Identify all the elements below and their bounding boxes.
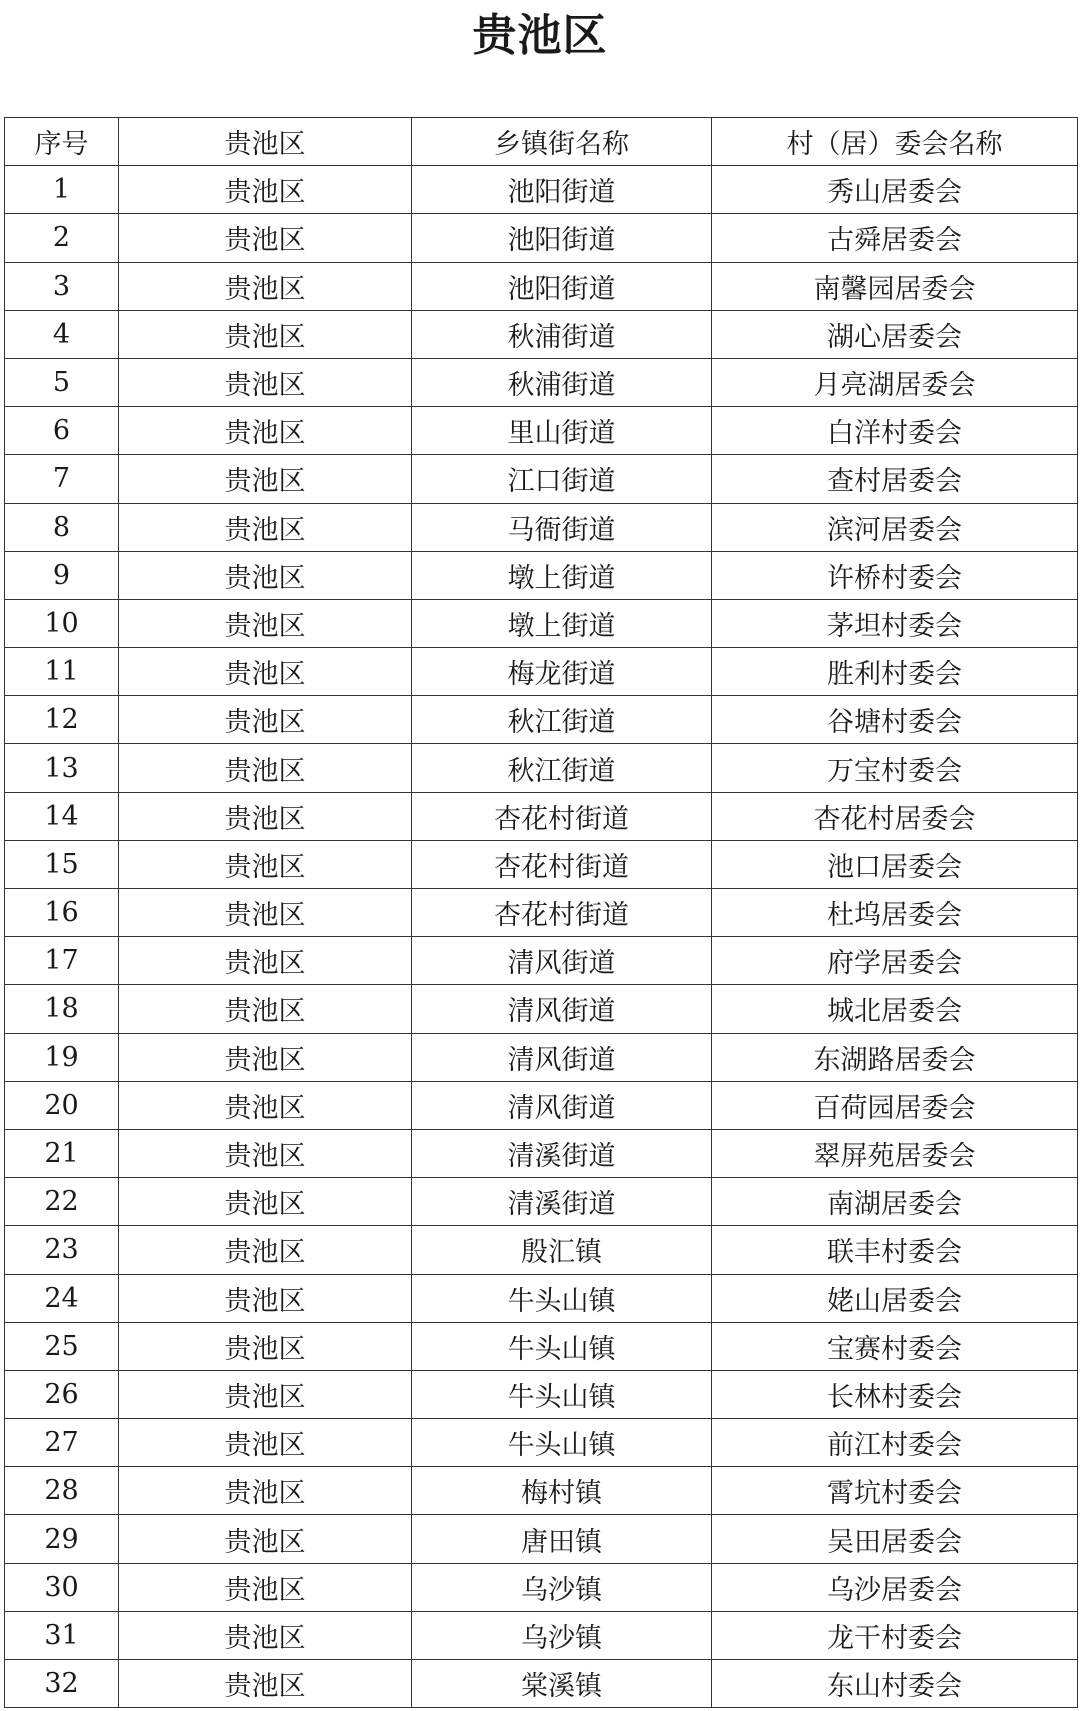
cell-committee: 百荷园居委会 xyxy=(712,1081,1078,1129)
cell-index: 16 xyxy=(5,889,119,937)
cell-committee: 南湖居委会 xyxy=(712,1178,1078,1226)
table-row xyxy=(5,889,1078,937)
cell-committee: 翠屏苑居委会 xyxy=(712,1129,1078,1177)
cell-committee: 胜利村委会 xyxy=(712,648,1078,696)
table-row xyxy=(5,985,1078,1033)
cell-district: 贵池区 xyxy=(119,1563,412,1611)
cell-index: 19 xyxy=(5,1033,119,1081)
table-row xyxy=(5,503,1078,551)
table-row xyxy=(5,551,1078,599)
cell-index: 4 xyxy=(5,310,119,358)
cell-district: 贵池区 xyxy=(119,1178,412,1226)
cell-committee: 湖心居委会 xyxy=(712,310,1078,358)
cell-index: 18 xyxy=(5,985,119,1033)
cell-township: 清风街道 xyxy=(412,985,712,1033)
table-row xyxy=(5,1033,1078,1081)
cell-committee: 龙干村委会 xyxy=(712,1611,1078,1659)
table-row xyxy=(5,648,1078,696)
cell-committee: 霄坑村委会 xyxy=(712,1467,1078,1515)
cell-index: 28 xyxy=(5,1467,119,1515)
table-row xyxy=(5,792,1078,840)
cell-index: 8 xyxy=(5,503,119,551)
cell-township: 唐田镇 xyxy=(412,1515,712,1563)
cell-committee: 查村居委会 xyxy=(712,455,1078,503)
cell-district: 贵池区 xyxy=(119,214,412,262)
cell-district: 贵池区 xyxy=(119,985,412,1033)
cell-index: 15 xyxy=(5,840,119,888)
header-district: 贵池区 xyxy=(119,118,412,166)
cell-district: 贵池区 xyxy=(119,1660,412,1708)
cell-index: 30 xyxy=(5,1563,119,1611)
header-committee: 村（居）委会名称 xyxy=(712,118,1078,166)
table-row xyxy=(5,937,1078,985)
cell-index: 32 xyxy=(5,1660,119,1708)
cell-committee: 城北居委会 xyxy=(712,985,1078,1033)
cell-township: 牛头山镇 xyxy=(412,1274,712,1322)
cell-index: 25 xyxy=(5,1322,119,1370)
cell-district: 贵池区 xyxy=(119,310,412,358)
cell-district: 贵池区 xyxy=(119,696,412,744)
cell-district: 贵池区 xyxy=(119,648,412,696)
cell-committee: 长林村委会 xyxy=(712,1370,1078,1418)
cell-committee: 谷塘村委会 xyxy=(712,696,1078,744)
cell-index: 26 xyxy=(5,1370,119,1418)
cell-township: 池阳街道 xyxy=(412,166,712,214)
table-row xyxy=(5,840,1078,888)
table-row xyxy=(5,1660,1078,1708)
table-row xyxy=(5,358,1078,406)
table-row xyxy=(5,310,1078,358)
cell-index: 1 xyxy=(5,166,119,214)
table-row xyxy=(5,1515,1078,1563)
table-row xyxy=(5,696,1078,744)
header-township: 乡镇街名称 xyxy=(412,118,712,166)
cell-district: 贵池区 xyxy=(119,166,412,214)
cell-township: 清风街道 xyxy=(412,937,712,985)
cell-index: 3 xyxy=(5,262,119,310)
cell-township: 梅村镇 xyxy=(412,1467,712,1515)
cell-index: 24 xyxy=(5,1274,119,1322)
table-body xyxy=(5,166,1078,1708)
cell-district: 贵池区 xyxy=(119,407,412,455)
cell-township: 江口街道 xyxy=(412,455,712,503)
cell-committee: 乌沙居委会 xyxy=(712,1563,1078,1611)
cell-township: 乌沙镇 xyxy=(412,1563,712,1611)
cell-district: 贵池区 xyxy=(119,262,412,310)
cell-committee: 宝赛村委会 xyxy=(712,1322,1078,1370)
cell-township: 墩上街道 xyxy=(412,551,712,599)
cell-township: 乌沙镇 xyxy=(412,1611,712,1659)
cell-township: 池阳街道 xyxy=(412,214,712,262)
cell-township: 里山街道 xyxy=(412,407,712,455)
cell-committee: 万宝村委会 xyxy=(712,744,1078,792)
cell-index: 11 xyxy=(5,648,119,696)
cell-township: 牛头山镇 xyxy=(412,1370,712,1418)
cell-district: 贵池区 xyxy=(119,937,412,985)
cell-township: 清溪街道 xyxy=(412,1178,712,1226)
cell-township: 秋浦街道 xyxy=(412,358,712,406)
cell-committee: 东山村委会 xyxy=(712,1660,1078,1708)
cell-township: 清风街道 xyxy=(412,1033,712,1081)
cell-township: 秋江街道 xyxy=(412,744,712,792)
table-row xyxy=(5,1419,1078,1467)
cell-committee: 杏花村居委会 xyxy=(712,792,1078,840)
cell-township: 池阳街道 xyxy=(412,262,712,310)
table-row xyxy=(5,1226,1078,1274)
cell-district: 贵池区 xyxy=(119,792,412,840)
table-row xyxy=(5,599,1078,647)
table-row xyxy=(5,1274,1078,1322)
cell-district: 贵池区 xyxy=(119,503,412,551)
cell-committee: 池口居委会 xyxy=(712,840,1078,888)
cell-index: 10 xyxy=(5,599,119,647)
cell-index: 7 xyxy=(5,455,119,503)
header-index: 序号 xyxy=(5,118,119,166)
cell-committee: 府学居委会 xyxy=(712,937,1078,985)
table-row xyxy=(5,1322,1078,1370)
cell-township: 杏花村街道 xyxy=(412,889,712,937)
table-row xyxy=(5,214,1078,262)
cell-district: 贵池区 xyxy=(119,1467,412,1515)
cell-index: 27 xyxy=(5,1419,119,1467)
cell-district: 贵池区 xyxy=(119,599,412,647)
cell-committee: 古舜居委会 xyxy=(712,214,1078,262)
cell-township: 马衙街道 xyxy=(412,503,712,551)
cell-district: 贵池区 xyxy=(119,358,412,406)
cell-township: 秋江街道 xyxy=(412,696,712,744)
cell-committee: 吴田居委会 xyxy=(712,1515,1078,1563)
cell-township: 清溪街道 xyxy=(412,1129,712,1177)
cell-index: 2 xyxy=(5,214,119,262)
community-table xyxy=(4,117,1078,1708)
cell-index: 22 xyxy=(5,1178,119,1226)
cell-district: 贵池区 xyxy=(119,1370,412,1418)
page-title: 贵池区 xyxy=(472,10,608,61)
cell-index: 23 xyxy=(5,1226,119,1274)
cell-committee: 东湖路居委会 xyxy=(712,1033,1078,1081)
table-row xyxy=(5,1611,1078,1659)
table-row xyxy=(5,1370,1078,1418)
cell-district: 贵池区 xyxy=(119,840,412,888)
cell-index: 9 xyxy=(5,551,119,599)
cell-township: 杏花村街道 xyxy=(412,840,712,888)
table-row xyxy=(5,1563,1078,1611)
cell-committee: 秀山居委会 xyxy=(712,166,1078,214)
cell-committee: 姥山居委会 xyxy=(712,1274,1078,1322)
cell-district: 贵池区 xyxy=(119,1611,412,1659)
cell-township: 秋浦街道 xyxy=(412,310,712,358)
cell-township: 墩上街道 xyxy=(412,599,712,647)
cell-district: 贵池区 xyxy=(119,1033,412,1081)
cell-index: 21 xyxy=(5,1129,119,1177)
cell-committee: 月亮湖居委会 xyxy=(712,358,1078,406)
cell-district: 贵池区 xyxy=(119,889,412,937)
cell-district: 贵池区 xyxy=(119,1274,412,1322)
cell-index: 13 xyxy=(5,744,119,792)
cell-township: 牛头山镇 xyxy=(412,1419,712,1467)
cell-township: 清风街道 xyxy=(412,1081,712,1129)
cell-index: 31 xyxy=(5,1611,119,1659)
cell-committee: 茅坦村委会 xyxy=(712,599,1078,647)
table-row xyxy=(5,166,1078,214)
cell-district: 贵池区 xyxy=(119,744,412,792)
table-row xyxy=(5,744,1078,792)
cell-district: 贵池区 xyxy=(119,551,412,599)
cell-district: 贵池区 xyxy=(119,1129,412,1177)
table-row xyxy=(5,262,1078,310)
cell-district: 贵池区 xyxy=(119,455,412,503)
cell-index: 29 xyxy=(5,1515,119,1563)
cell-district: 贵池区 xyxy=(119,1515,412,1563)
cell-committee: 前江村委会 xyxy=(712,1419,1078,1467)
cell-committee: 联丰村委会 xyxy=(712,1226,1078,1274)
cell-district: 贵池区 xyxy=(119,1419,412,1467)
table-row xyxy=(5,1467,1078,1515)
cell-committee: 南馨园居委会 xyxy=(712,262,1078,310)
cell-district: 贵池区 xyxy=(119,1081,412,1129)
cell-district: 贵池区 xyxy=(119,1226,412,1274)
table-row xyxy=(5,1129,1078,1177)
cell-index: 6 xyxy=(5,407,119,455)
cell-index: 5 xyxy=(5,358,119,406)
cell-district: 贵池区 xyxy=(119,1322,412,1370)
table-row xyxy=(5,1178,1078,1226)
cell-township: 杏花村街道 xyxy=(412,792,712,840)
cell-township: 殷汇镇 xyxy=(412,1226,712,1274)
cell-committee: 滨河居委会 xyxy=(712,503,1078,551)
table-row xyxy=(5,407,1078,455)
cell-committee: 许桥村委会 xyxy=(712,551,1078,599)
cell-township: 梅龙街道 xyxy=(412,648,712,696)
cell-township: 牛头山镇 xyxy=(412,1322,712,1370)
table-row xyxy=(5,1081,1078,1129)
cell-index: 17 xyxy=(5,937,119,985)
table-header-row xyxy=(5,118,1078,166)
cell-committee: 白洋村委会 xyxy=(712,407,1078,455)
cell-committee: 杜坞居委会 xyxy=(712,889,1078,937)
cell-township: 棠溪镇 xyxy=(412,1660,712,1708)
table-row xyxy=(5,455,1078,503)
cell-index: 12 xyxy=(5,696,119,744)
cell-index: 20 xyxy=(5,1081,119,1129)
cell-index: 14 xyxy=(5,792,119,840)
